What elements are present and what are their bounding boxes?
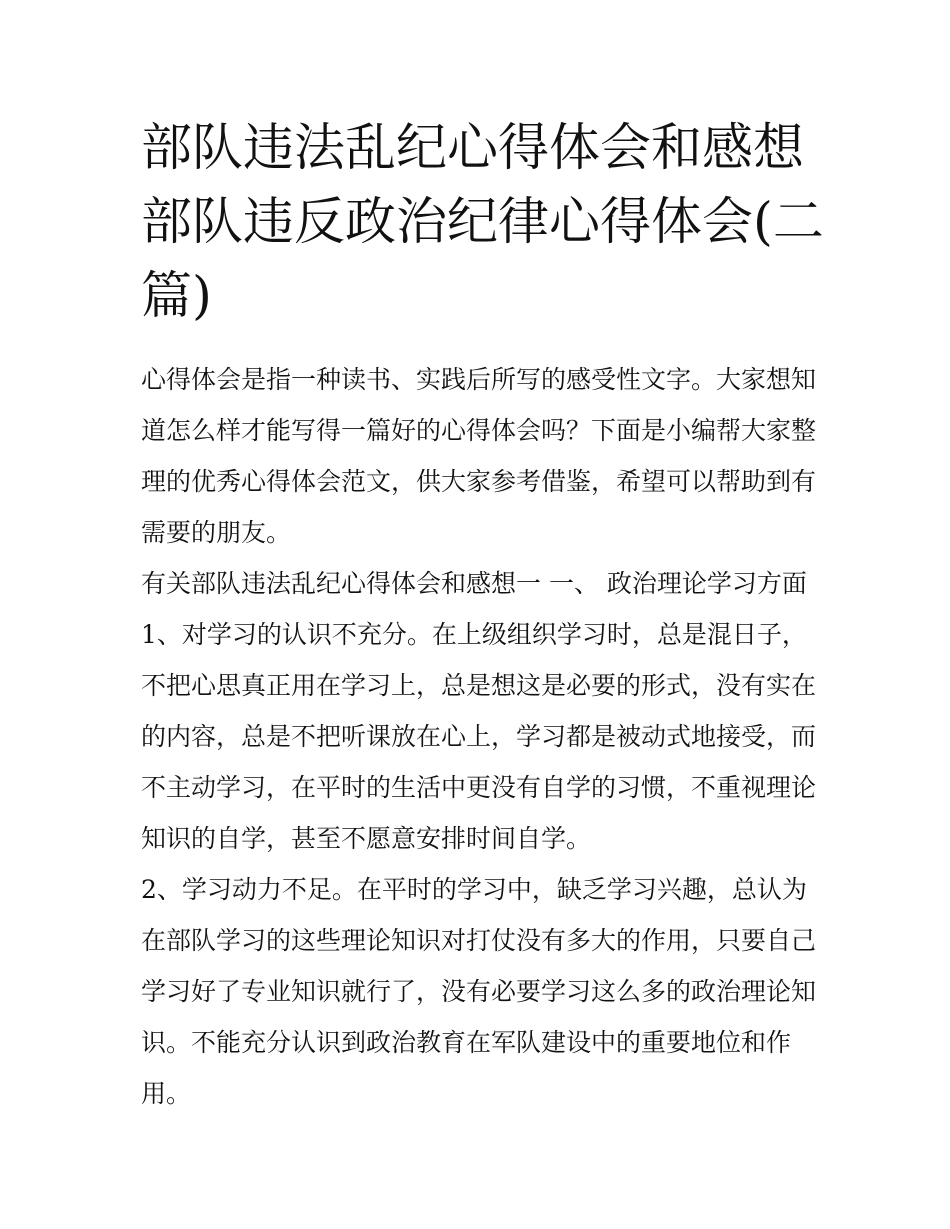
paragraph-line: 学习好了专业知识就行了，没有必要学习这么多的政治理论知 (141, 977, 817, 1006)
section-heading-text: 有关部队违法乱纪心得体会和感想一 一、 政治理论学习方面 (141, 569, 807, 598)
point-2-paragraph (141, 864, 817, 1119)
title-line: 部队违反政治纪律心得体会(二 (141, 193, 824, 252)
document-body (141, 354, 817, 1119)
intro-paragraph (141, 354, 817, 558)
paragraph-line: 识。不能充分认识到政治教育在军队建设中的重要地位和作 (141, 1028, 792, 1057)
paragraph-line: 道怎么样才能写得一篇好的心得体会吗？下面是小编帮大家整 (141, 416, 817, 445)
point-1-paragraph (141, 609, 817, 864)
paragraph-line: 不把心思真正用在学习上，总是想这是必要的形式，没有实在 (141, 671, 817, 700)
paragraph-line: 不主动学习，在平时的生活中更没有自学的习惯，不重视理论 (141, 773, 817, 802)
section-heading (141, 558, 813, 609)
document-title (141, 112, 824, 334)
title-line: 部队违法乱纪心得体会和感想 (141, 119, 805, 178)
paragraph-line: 在部队学习的这些理论知识对打仗没有多大的作用，只要自己 (141, 926, 817, 955)
paragraph-line: 的内容，总是不把听课放在心上，学习都是被动式地接受，而 (141, 722, 817, 751)
paragraph-line: 需要的朋友。 (141, 518, 292, 547)
paragraph-line: 1、对学习的认识不充分。在上级组织学习时，总是混日子， (141, 620, 807, 649)
paragraph-line: 用。 (141, 1079, 192, 1108)
document-content (141, 112, 824, 1119)
title-line: 篇) (141, 267, 212, 326)
paragraph-line: 心得体会是指一种读书、实践后所写的感受性文字。大家想知 (141, 365, 817, 394)
paragraph-line: 理的优秀心得体会范文，供大家参考借鉴，希望可以帮助到有 (141, 467, 817, 496)
paragraph-line: 2、学习动力不足。在平时的学习中，缺乏学习兴趣，总认为 (141, 875, 807, 904)
paragraph-line: 知识的自学，甚至不愿意安排时间自学。 (141, 824, 592, 853)
